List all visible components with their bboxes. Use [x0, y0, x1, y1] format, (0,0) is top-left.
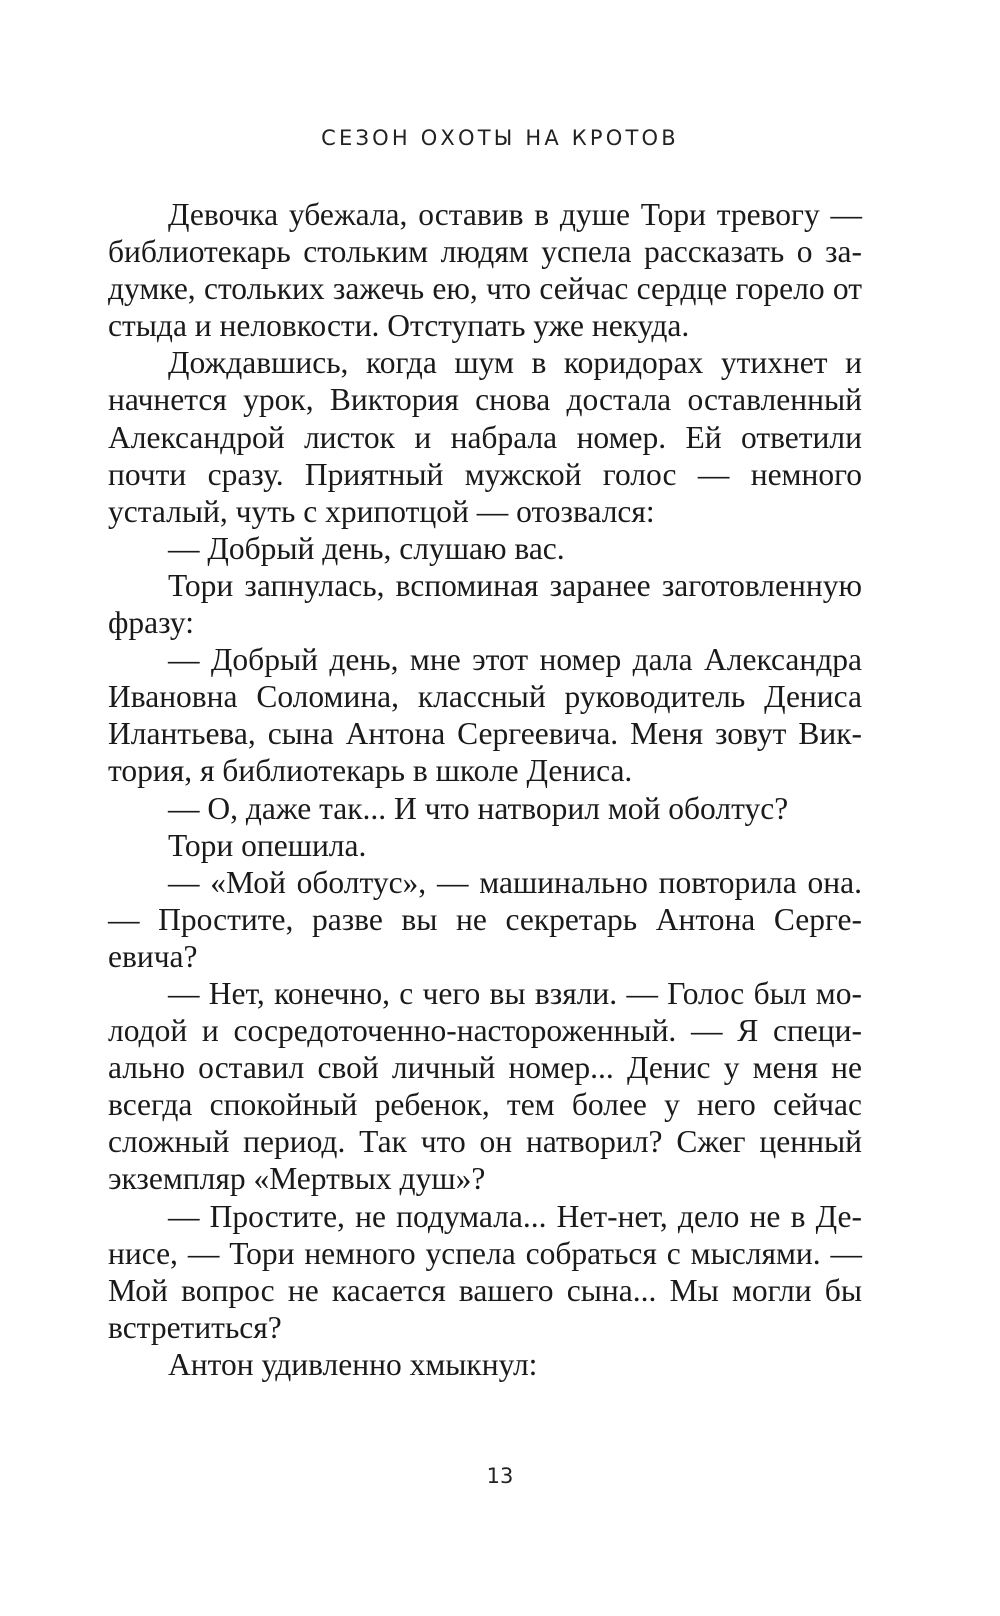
- paragraph: Тори опешила.: [168, 827, 367, 863]
- paragraph: — Добрый день, слушаю вас.: [168, 530, 565, 566]
- paragraph: — «Мой оболтус», — машинально повторила она. — Простите, разве вы не секретарь Антона Сергеевича?: [108, 864, 862, 974]
- page-number: 13: [486, 1464, 514, 1488]
- paragraph: Антон удивленно хмыкнул:: [168, 1346, 538, 1382]
- paragraph: Тори запнулась, вспоминая заранее заготовленную фразу:: [108, 567, 862, 641]
- paragraph: Девочка убежала, оставив в душе Тори тревогу — библиотекарь стольким людям успела рассказать о задумке, стольких зажечь ею, что сейчас сердце горело от стыда и неловкости. Отступать уже некуда.: [108, 197, 862, 344]
- running-head: СЕЗОН ОХОТЫ НА КРОТОВ: [321, 126, 679, 150]
- paragraph: Дождавшись, когда шум в коридорах утихнет и начнется урок, Виктория снова достала оставленный Александрой листок и набрала номер. Ей ответили почти сразу. Приятный мужской голос — немного усталый, чуть с хрипотцой — отозвался:: [108, 345, 862, 529]
- paragraph: — О, даже так... И что натворил мой оболтус?: [168, 790, 789, 826]
- paragraph: — Простите, не подумала... Нет-нет, дело не в Денисе, — Тори немного успела собраться с мыслями. — Мой вопрос не касается вашего сына... Мы могли бы встретиться?: [108, 1198, 862, 1345]
- body-text: [108, 196, 862, 1383]
- paragraph: — Нет, конечно, с чего вы взяли. — Голос был молодой и сосредоточенно-настороженный. — Я специально оставил свой личный номер... Денис у меня не всегда спокойный ребенок, тем более у него сейчас сложный период. Так что он натворил? Сжег ценный экземпляр «Мертвых душ»?: [108, 975, 862, 1197]
- paragraph: — Добрый день, мне этот номер дала Александра Ивановна Соломина, классный руководитель Дениса Илантьева, сына Антона Сергеевича. Меня зовут Виктория, я библиотекарь в школе Дениса.: [108, 642, 862, 789]
